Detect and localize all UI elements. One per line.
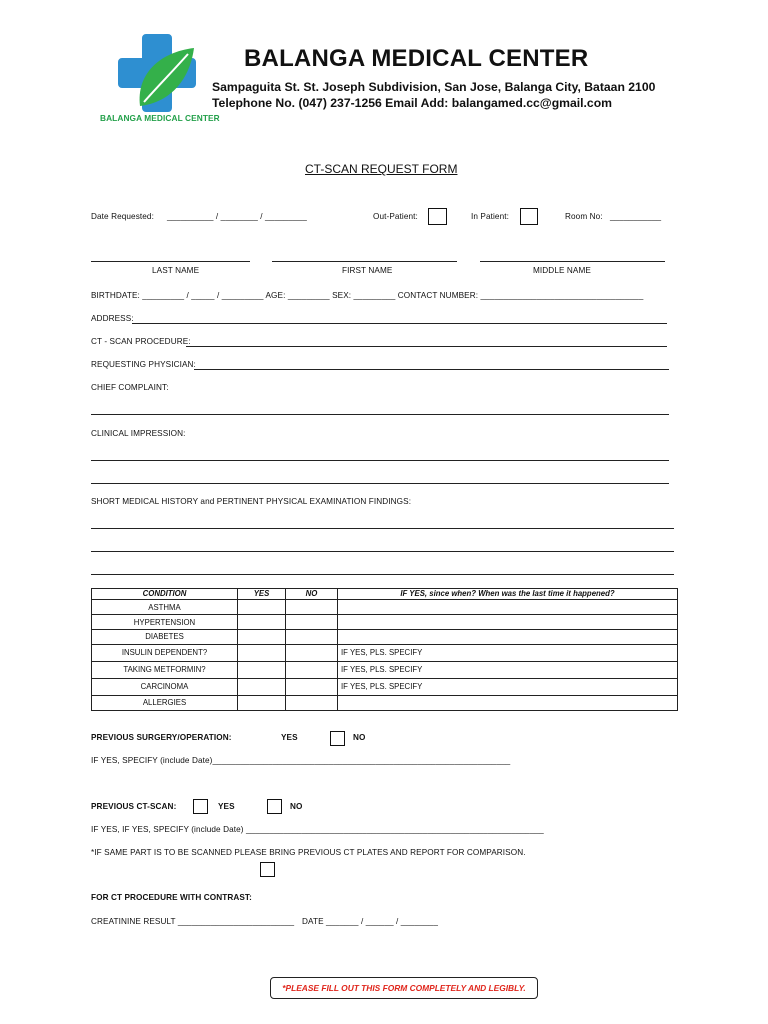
hospital-name: BALANGA MEDICAL CENTER — [244, 45, 589, 72]
first-name-line[interactable] — [272, 261, 457, 262]
condition-cell: ASTHMA — [92, 600, 238, 615]
no-cell[interactable] — [286, 645, 338, 662]
room-no-field[interactable]: ___________ — [610, 212, 662, 221]
table-row — [92, 600, 678, 615]
hospital-contact: Telephone No. (047) 237-1256 Email Add: balangamed.cc@gmail.com — [212, 96, 612, 110]
ctscan-specify[interactable]: IF YES, IF YES, SPECIFY (include Date) ________________________________________________________________ — [91, 825, 544, 834]
yes-cell[interactable] — [238, 696, 286, 711]
contrast-checkbox[interactable] — [260, 862, 275, 877]
surgery-no-label: NO — [353, 733, 366, 742]
note-cell[interactable] — [338, 600, 678, 615]
note-cell[interactable] — [338, 630, 678, 645]
header-if-yes: IF YES, since when? When was the last time it happened? — [338, 589, 678, 600]
condition-cell: ALLERGIES — [92, 696, 238, 711]
no-cell[interactable] — [286, 662, 338, 679]
date-requested-label: Date Requested: — [91, 212, 154, 221]
table-row — [92, 615, 678, 630]
in-patient-checkbox[interactable] — [520, 208, 538, 225]
form-title: CT-SCAN REQUEST FORM — [305, 162, 458, 176]
room-no-label: Room No: — [565, 212, 603, 221]
header-condition: CONDITION — [92, 589, 238, 600]
clinical-impression-line-1[interactable] — [91, 460, 669, 461]
yes-cell[interactable] — [238, 600, 286, 615]
ctscan-no-checkbox[interactable] — [267, 799, 282, 814]
yes-cell[interactable] — [238, 645, 286, 662]
no-cell[interactable] — [286, 600, 338, 615]
first-name-label: FIRST NAME — [342, 266, 393, 275]
no-cell[interactable] — [286, 679, 338, 696]
surgery-yes-label: YES — [281, 733, 298, 742]
ctscan-label: PREVIOUS CT-SCAN: — [91, 802, 177, 811]
creatinine-date-field[interactable]: DATE _______ / ______ / ________ — [302, 917, 438, 926]
surgery-specify[interactable]: IF YES, SPECIFY (include Date)________________________________________________________________ — [91, 756, 511, 765]
history-label: SHORT MEDICAL HISTORY and PERTINENT PHYSICAL EXAMINATION FINDINGS: — [91, 497, 412, 506]
history-line-3[interactable] — [91, 574, 674, 575]
no-cell[interactable] — [286, 615, 338, 630]
yes-cell[interactable] — [238, 662, 286, 679]
ctscan-yes-checkbox[interactable] — [193, 799, 208, 814]
procedure-line[interactable] — [186, 346, 667, 347]
chief-complaint-label: CHIEF COMPLAINT: — [91, 383, 169, 392]
physician-line[interactable] — [194, 369, 669, 370]
table-row — [92, 696, 678, 711]
history-line-2[interactable] — [91, 551, 674, 552]
out-patient-checkbox[interactable] — [428, 208, 447, 225]
note-cell[interactable]: IF YES, PLS. SPECIFY — [338, 662, 678, 679]
ctscan-yes-label: YES — [218, 802, 235, 811]
table-row — [92, 662, 678, 679]
middle-name-line[interactable] — [480, 261, 665, 262]
surgery-checkbox[interactable] — [330, 731, 345, 746]
ctscan-note: *IF SAME PART IS TO BE SCANNED PLEASE BRING PREVIOUS CT PLATES AND REPORT FOR COMPARISON. — [91, 848, 526, 857]
out-patient-label: Out-Patient: — [373, 212, 418, 221]
medical-cross-leaf-icon — [118, 30, 198, 114]
middle-name-label: MIDDLE NAME — [533, 266, 591, 275]
last-name-label: LAST NAME — [152, 266, 200, 275]
birthdate-row[interactable]: BIRTHDATE: _________ / _____ / _________ AGE: _________ SEX: _________ CONTACT NUMBER: ___________________________________ — [91, 291, 644, 300]
condition-cell: HYPERTENSION — [92, 615, 238, 630]
date-requested-field[interactable]: __________ / ________ / _________ — [167, 212, 307, 221]
last-name-line[interactable] — [91, 261, 250, 262]
history-line-1[interactable] — [91, 528, 674, 529]
table-row — [92, 679, 678, 696]
procedure-label: CT - SCAN PROCEDURE: — [91, 337, 191, 346]
physician-label: REQUESTING PHYSICIAN: — [91, 360, 196, 369]
note-cell[interactable]: IF YES, PLS. SPECIFY — [338, 679, 678, 696]
note-cell[interactable]: IF YES, PLS. SPECIFY — [338, 645, 678, 662]
conditions-table — [91, 588, 678, 711]
in-patient-label: In Patient: — [471, 212, 509, 221]
condition-cell: CARCINOMA — [92, 679, 238, 696]
yes-cell[interactable] — [238, 630, 286, 645]
condition-cell: DIABETES — [92, 630, 238, 645]
header-yes: YES — [238, 589, 286, 600]
chief-complaint-line[interactable] — [91, 414, 669, 415]
address-label: ADDRESS: — [91, 314, 134, 323]
fill-out-notice: *PLEASE FILL OUT THIS FORM COMPLETELY AND LEGIBLY. — [270, 977, 538, 999]
clinical-impression-label: CLINICAL IMPRESSION: — [91, 429, 186, 438]
yes-cell[interactable] — [238, 615, 286, 630]
condition-cell: INSULIN DEPENDENT? — [92, 645, 238, 662]
ctscan-no-label: NO — [290, 802, 303, 811]
note-cell[interactable] — [338, 696, 678, 711]
yes-cell[interactable] — [238, 679, 286, 696]
note-cell[interactable] — [338, 615, 678, 630]
contrast-label: FOR CT PROCEDURE WITH CONTRAST: — [91, 893, 252, 902]
no-cell[interactable] — [286, 630, 338, 645]
address-line[interactable] — [132, 323, 667, 324]
logo-caption: BALANGA MEDICAL CENTER — [100, 113, 220, 123]
creatinine-field[interactable]: CREATININE RESULT _________________________ — [91, 917, 295, 926]
condition-cell: TAKING METFORMIN? — [92, 662, 238, 679]
hospital-address: Sampaguita St. St. Joseph Subdivision, San Jose, Balanga City, Bataan 2100 — [212, 80, 656, 94]
no-cell[interactable] — [286, 696, 338, 711]
table-row — [92, 645, 678, 662]
table-row — [92, 630, 678, 645]
table-header-row — [92, 589, 678, 600]
clinical-impression-line-2[interactable] — [91, 483, 669, 484]
header-no: NO — [286, 589, 338, 600]
surgery-label: PREVIOUS SURGERY/OPERATION: — [91, 733, 232, 742]
logo — [118, 30, 198, 114]
